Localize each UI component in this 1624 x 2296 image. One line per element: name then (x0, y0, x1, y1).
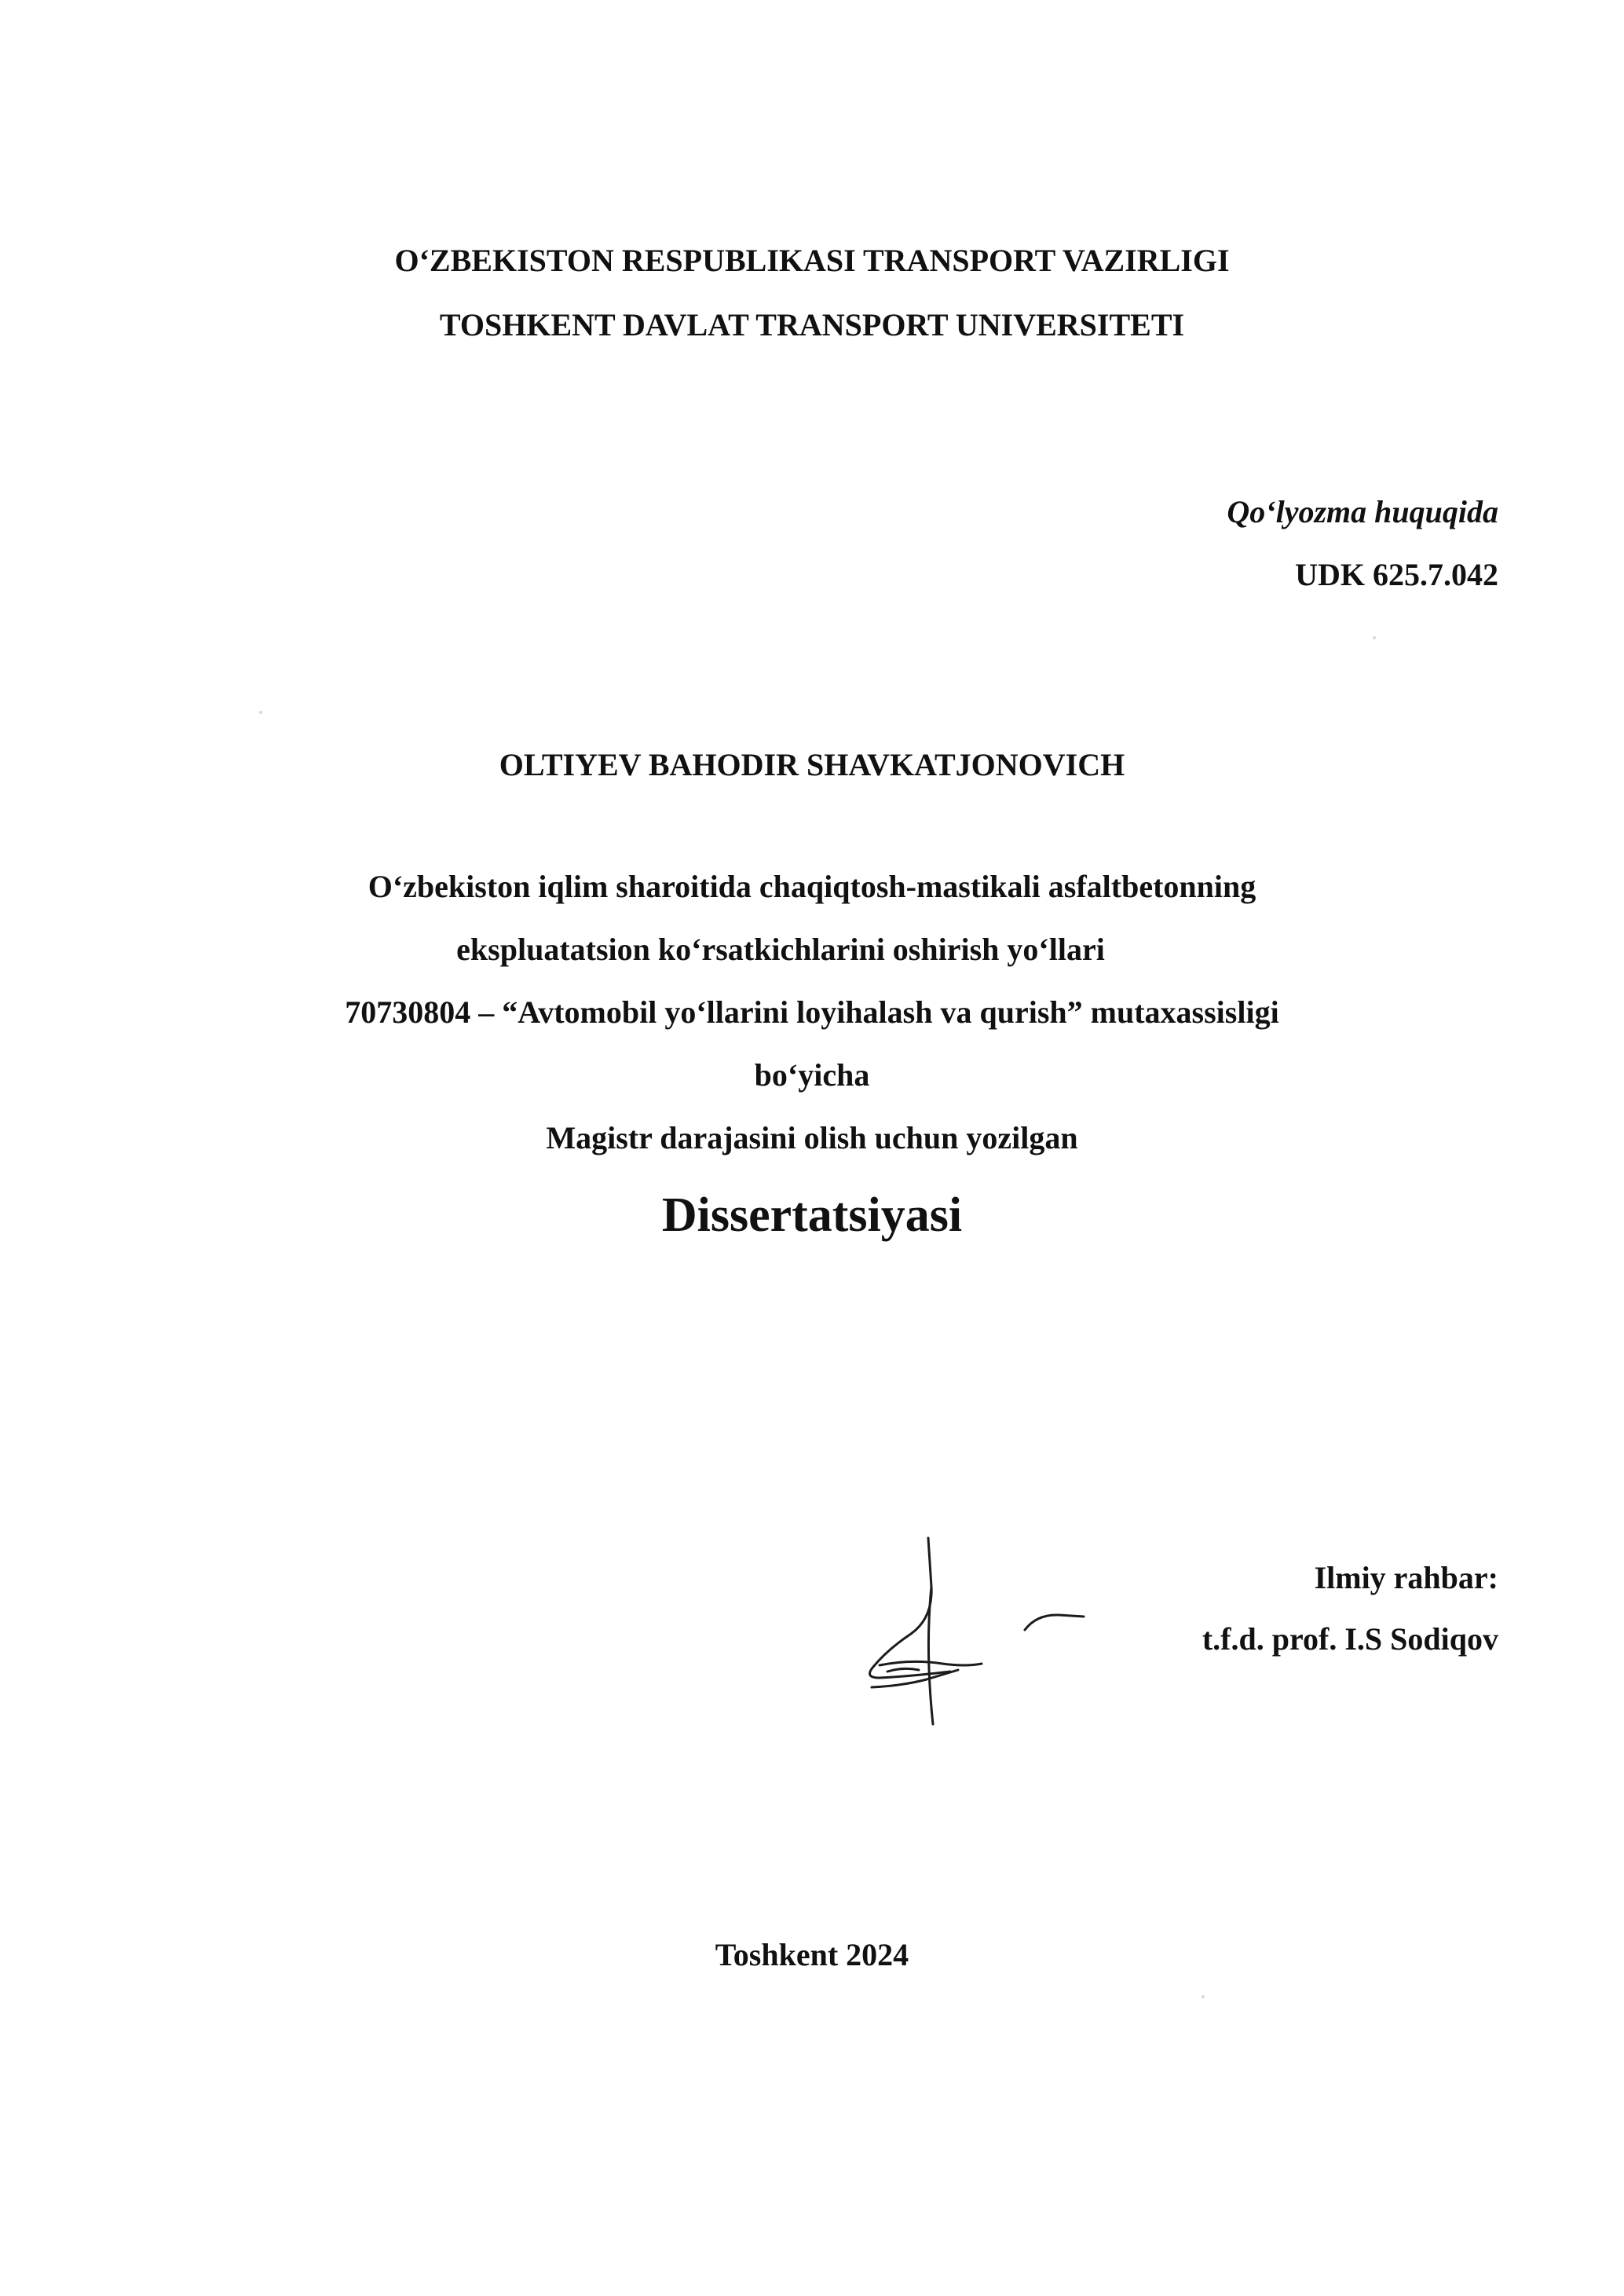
author-name: OLTIYEV BAHODIR SHAVKATJONOVICH (499, 747, 1125, 782)
udk-code: UDK 625.7.042 (1295, 557, 1498, 592)
supervisor-signature (856, 1532, 1092, 1736)
specialty-line: 70730804 – “Avtomobil yo‘llarini loyihalash va qurish” mutaxassisligi (345, 994, 1279, 1030)
supervisor-label: Ilmiy rahbar: (1314, 1560, 1498, 1595)
scan-speck (1202, 1995, 1205, 1998)
manuscript-rights-note: Qo‘lyozma huquqida (1227, 494, 1498, 529)
thesis-topic-line-2: ekspluatatsion ko‘rsatkichlarini oshirish yo‘llari (456, 932, 1105, 967)
document-type-title: Dissertatsiyasi (661, 1188, 963, 1242)
degree-purpose-line: Magistr darajasini olish uchun yozilgan (546, 1120, 1078, 1155)
scan-speck (1373, 636, 1376, 639)
thesis-topic-line-1: O‘zbekiston iqlim sharoitida chaqiqtosh-mastikali asfaltbetonning (368, 869, 1256, 904)
place-and-year: Toshkent 2024 (715, 1937, 909, 1972)
university-heading: TOSHKENT DAVLAT TRANSPORT UNIVERSITETI (439, 307, 1185, 342)
specialty-line-continuation: bo‘yicha (754, 1057, 870, 1093)
scan-speck (259, 711, 262, 714)
ministry-heading: O‘ZBEKISTON RESPUBLIKASI TRANSPORT VAZIRLIGI (394, 243, 1230, 278)
supervisor-name: t.f.d. prof. I.S Sodiqov (1202, 1621, 1498, 1657)
